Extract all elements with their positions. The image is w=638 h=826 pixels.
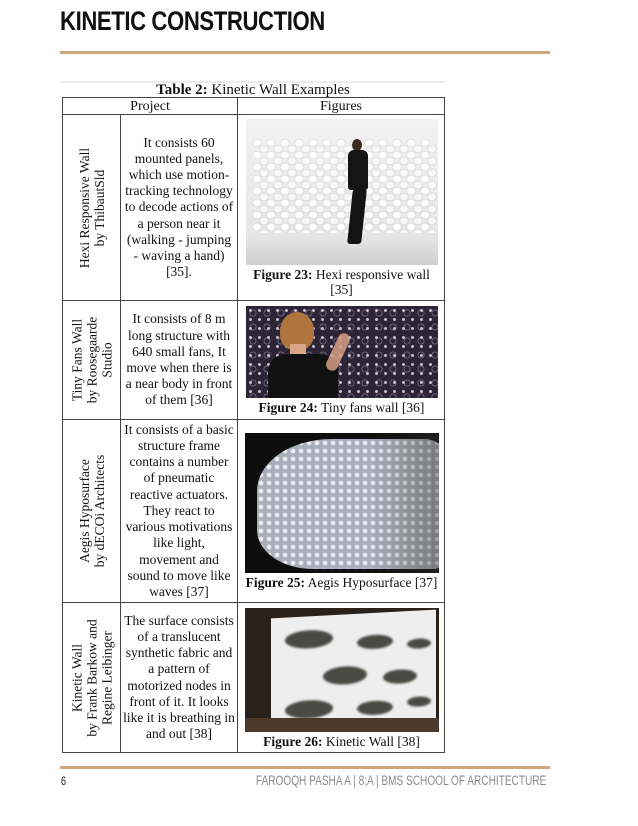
project-description: It consists of a basic structure frame contains a number of pneumatic reactive actuators. They react to various motivations like light, movement and sound to move like waves [37]	[121, 420, 238, 603]
hexi-wall-photo	[246, 119, 438, 265]
project-title: Tiny Fans Wall	[69, 318, 84, 402]
figure-label: Figure 25:	[245, 575, 306, 590]
figure-cell	[238, 420, 445, 603]
figure-label: Figure 24:	[258, 400, 318, 415]
figure-caption	[242, 575, 441, 590]
project-author: by dECOi Architects	[91, 454, 107, 568]
header-divider	[60, 51, 550, 54]
project-author-cont: Studio	[99, 342, 114, 378]
page-number: 6	[61, 774, 67, 788]
kinetic-wall-table	[62, 97, 445, 753]
figure-caption-text: Tiny fans wall [36]	[317, 400, 425, 415]
footer-divider	[60, 766, 550, 769]
footer-author-school: FAROOQH PASHA A | 8:A | BMS SCHOOL OF ARCHITECTURE	[255, 772, 546, 788]
project-author: by Frank Barkow and	[84, 618, 99, 737]
project-description: It consists 60 mounted panels, which use motion-tracking technology to decode actions of a person near it (walking - jumping - waving a hand) [35].	[121, 115, 238, 301]
figure-caption-text: Kinetic Wall [38]	[322, 733, 420, 749]
figure-caption	[242, 734, 441, 749]
kinetic-wall-photo	[245, 608, 439, 732]
table-caption	[62, 82, 444, 98]
table-row	[63, 301, 445, 420]
project-title: Hexi Responsive Wall	[76, 147, 92, 268]
figure-caption-text: Aegis Hyposurface [37]	[305, 575, 438, 590]
table-row	[63, 420, 445, 603]
column-header-figures: Figures	[238, 98, 445, 115]
page-title: KINETIC CONSTRUCTION	[60, 6, 325, 36]
project-title: Kinetic Wall	[69, 643, 84, 712]
table-caption-label: Table 2:	[156, 82, 208, 98]
table-row	[63, 603, 445, 753]
figure-label: Figure 23:	[253, 267, 313, 282]
project-name	[77, 147, 107, 267]
project-name	[77, 455, 107, 567]
project-description: The surface consists of a translucent synthetic fabric and a pattern of motorized nodes in front of it. It looks like it is breathing in and out [38]	[121, 603, 238, 753]
aegis-hyposurface-photo	[245, 433, 439, 573]
project-name-cell	[63, 420, 121, 603]
project-author: by ThibautSld	[91, 169, 107, 246]
project-name-cell	[63, 301, 121, 420]
figure-cell	[238, 301, 445, 420]
table-caption-text: Kinetic Wall Examples	[207, 82, 350, 98]
figure-label: Figure 26:	[263, 733, 323, 749]
project-title: Aegis Hyposurface	[76, 459, 92, 563]
project-author: by Roosegaarde	[84, 316, 99, 404]
figure-caption-text: Hexi responsive wall [35]	[312, 267, 430, 297]
figure-cell	[238, 603, 445, 753]
figure-cell	[238, 115, 445, 301]
table-header-row	[63, 98, 445, 115]
project-name	[69, 619, 114, 736]
project-name-cell	[63, 603, 121, 753]
tiny-fans-wall-photo	[246, 306, 438, 398]
table-row	[63, 115, 445, 301]
column-header-project: Project	[63, 98, 238, 115]
project-author-cont: Regine Leibinger	[99, 630, 114, 725]
project-name-cell	[63, 115, 121, 301]
project-name	[69, 317, 114, 404]
figure-caption	[242, 267, 441, 297]
project-description: It consists of 8 m long structure with 640 small fans, It move when there is a near body in front of them [36]	[121, 301, 238, 420]
figure-caption	[242, 400, 441, 415]
